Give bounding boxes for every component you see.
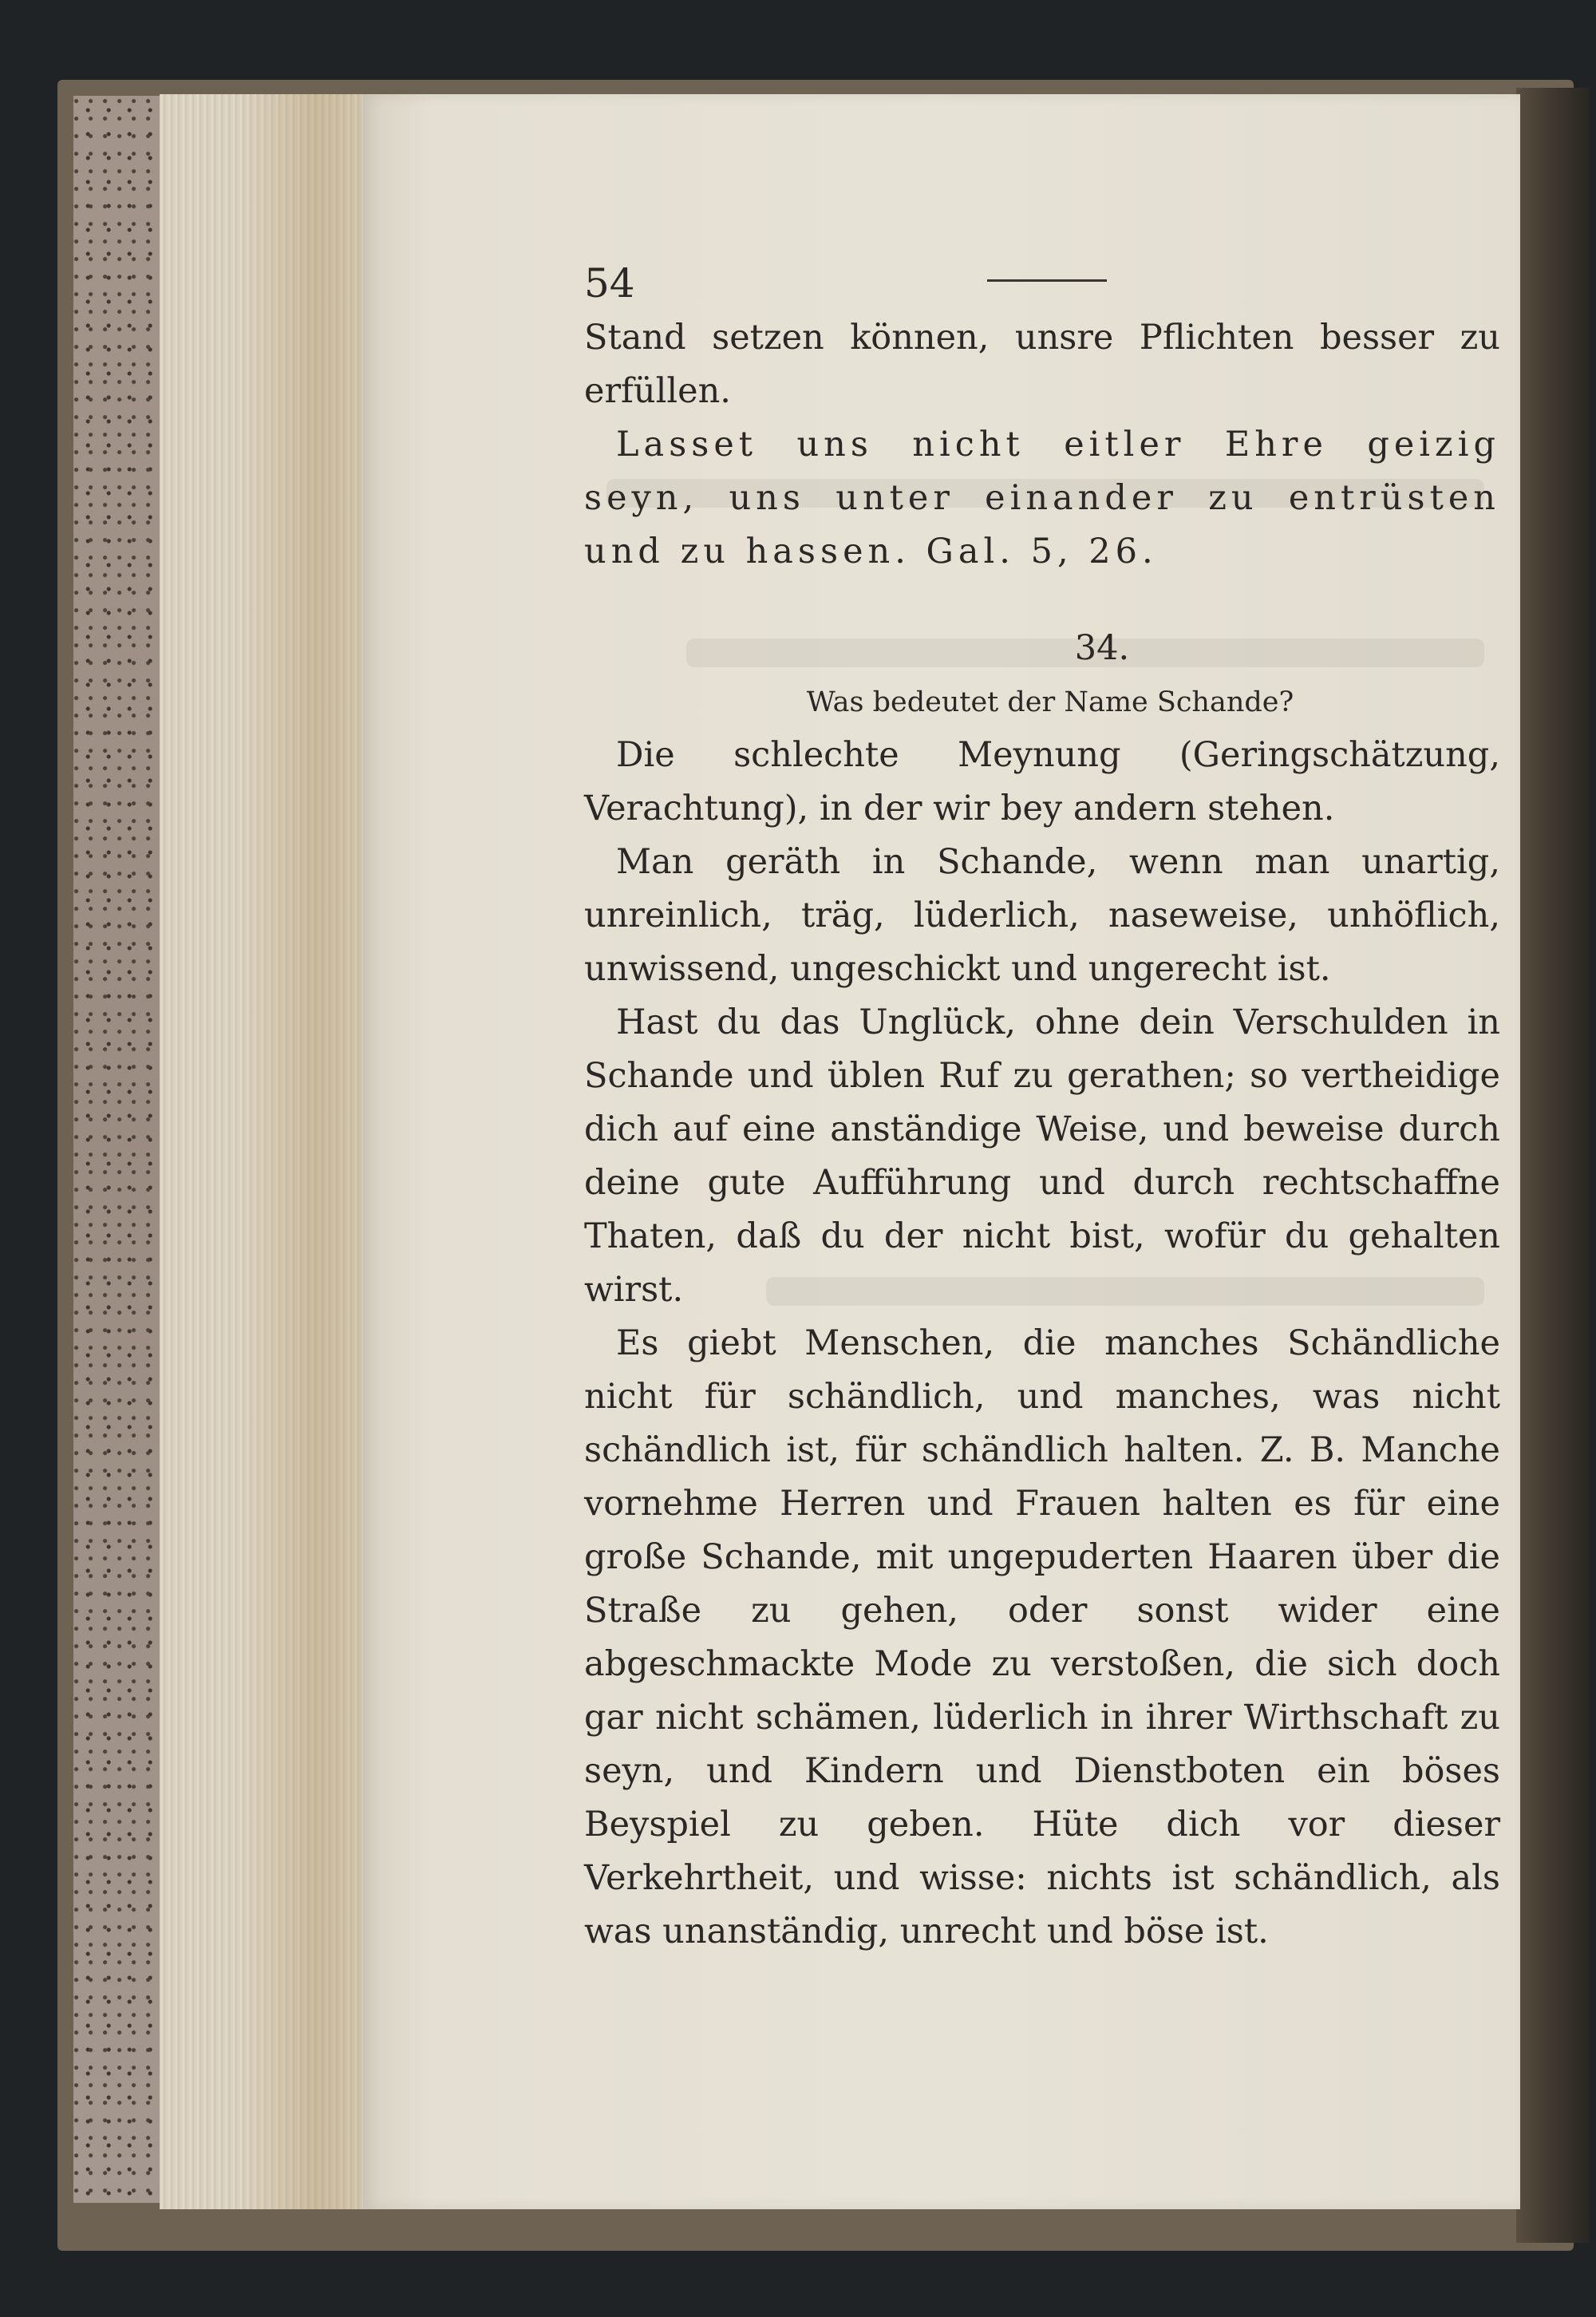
section-question: Was bedeutet der Name Schande? <box>806 686 1294 718</box>
page-header <box>584 255 1500 311</box>
bible-quote-paragraph: Lasset uns nicht eitler Ehre geizig seyn, uns unter einander zu entrüsten und zu hassen. Gal. 5, 26. <box>584 425 1500 571</box>
paragraph-definition: Die schlechte Meynung (Geringschätzung, Verachtung), in der wir bey andern stehen. <box>584 735 1500 828</box>
paragraph-examples: Es giebt Menschen, die manches Schändliche nicht für schändlich, und manches, was nicht schändlich ist, für schändlich halten. Z. B. Manche vornehme Herren und Frauen halten es für eine große Schande, mit ungepuderten Haaren über die Straße zu gehen, oder sonst wider eine abgeschmackte Mode zu verstoßen, die sich doch gar nicht schämen, lüderlich in ihrer Wirthschaft zu seyn, und Kindern und Dienstboten ein böses Beyspiel zu geben. Hüte dich vor dieser Verkehrtheit, und wisse: nichts ist schändlich, als was unanständig, unrecht und böse ist. <box>584 1323 1500 1951</box>
section-number: 34. <box>1074 628 1130 668</box>
header-rule <box>987 279 1107 282</box>
paragraph-continuation: Stand setzen können, unsre Pflichten besser zu erfüllen. <box>584 318 1500 411</box>
page-number: 54 <box>584 260 635 306</box>
book-cover-edge <box>1516 88 1590 2243</box>
paragraph-advice: Hast du das Unglück, ohne dein Verschulden in Schande und üblen Ruf zu gerathen; so vertheidige dich auf eine anständige Weise, und beweise durch deine gute Aufführung und durch rechtschaffne Thaten, daß du der nicht bist, wofür du gehalten wirst. <box>584 1002 1500 1310</box>
paragraph-causes: Man geräth in Schande, wenn man unartig, unreinlich, träg, lüderlich, naseweise, unhöflich, unwissend, ungeschickt und ungerecht ist. <box>584 842 1500 989</box>
page-text-block <box>584 255 1500 1959</box>
page-stack-shadow <box>239 94 367 2209</box>
